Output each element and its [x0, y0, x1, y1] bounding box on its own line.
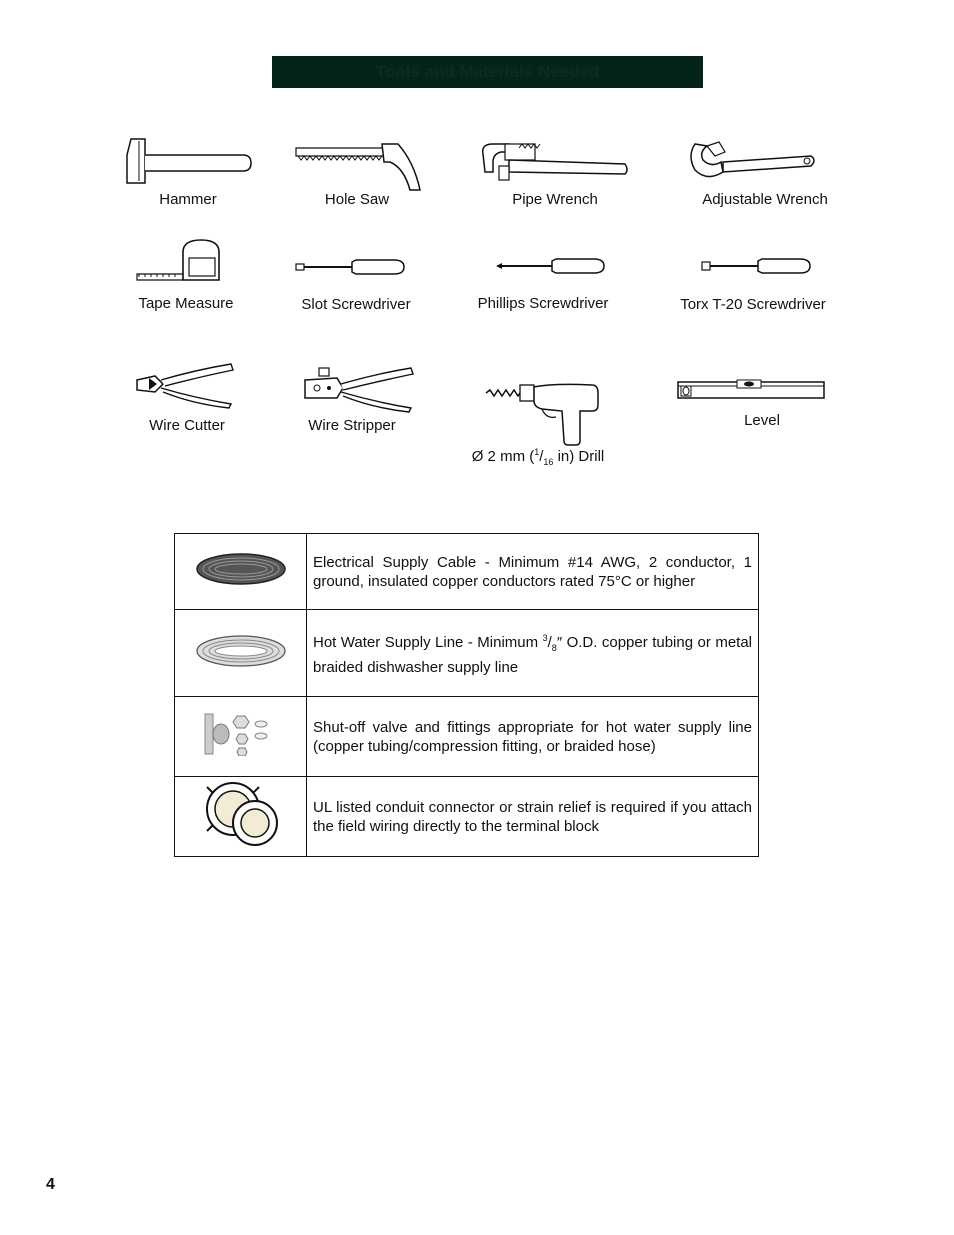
phillips-screwdriver-label: Phillips Screwdriver — [477, 295, 609, 312]
slot-screwdriver-label: Slot Screwdriver — [301, 296, 411, 313]
drill-icon — [484, 381, 602, 447]
hammer-icon — [125, 137, 253, 187]
slot-screwdriver-icon — [294, 256, 406, 278]
section-title-banner — [272, 56, 703, 88]
level-icon — [677, 378, 825, 402]
torx-screwdriver-icon — [700, 255, 812, 277]
table-row — [175, 534, 759, 610]
table-row — [175, 777, 759, 857]
drill-label-suffix: in) Drill — [553, 448, 605, 465]
supply-line-text-b: ″ O.D. copper tubing or metal braided dishwasher supply line — [313, 634, 753, 676]
table-row — [175, 697, 759, 777]
supply-line-fraction-numerator: 3 — [542, 633, 548, 643]
tape-measure-label: Tape Measure — [138, 295, 234, 312]
supply-line-fraction-denominator: 8 — [551, 643, 557, 653]
hole-saw-icon — [294, 142, 422, 194]
wire-cutter-label: Wire Cutter — [149, 417, 225, 434]
page-number: 4 — [46, 1176, 55, 1193]
conduit-connector-icon — [199, 779, 283, 849]
adjustable-wrench-label: Adjustable Wrench — [702, 191, 828, 208]
pipe-wrench-label: Pipe Wrench — [512, 191, 598, 208]
wire-stripper-icon — [303, 366, 415, 414]
drill-label-prefix: Ø 2 mm ( — [471, 448, 535, 465]
valve-fittings-icon — [201, 712, 281, 756]
torx-screwdriver-label: Torx T-20 Screwdriver — [680, 296, 826, 313]
drill-fraction-numerator: 1 — [534, 447, 540, 457]
conduit-image-cell — [175, 777, 307, 857]
cable-image-cell — [175, 534, 307, 610]
table-row — [175, 610, 759, 697]
supply-line-description: Hot Water Supply Line - Minimum $^3/_8''$ O.D. copper tubing or metal braided dishwasher supply line — [307, 610, 759, 697]
wire-cutter-icon — [135, 362, 235, 410]
hole-saw-label: Hole Saw — [324, 191, 390, 208]
adjustable-wrench-icon — [685, 138, 819, 186]
drill-fraction-denominator: 16 — [543, 457, 554, 467]
conduit-description: UL listed conduit connector or strain relief is required if you attach the field wiring directly to the terminal block — [307, 777, 759, 857]
hammer-label: Hammer — [159, 191, 217, 208]
materials-table — [174, 533, 759, 857]
section-title: Tools and Materials Needed — [375, 62, 600, 81]
wire-stripper-label: Wire Stripper — [308, 417, 396, 434]
cable-coil-icon — [195, 552, 287, 586]
copper-tubing-coil-icon — [195, 634, 287, 668]
supply-line-text-a: Hot Water Supply Line - Minimum — [313, 634, 543, 651]
pipe-wrench-icon — [479, 140, 631, 184]
cable-description: Electrical Supply Cable - Minimum #14 AWG, 2 conductor, 1 ground, insulated copper conductors rated 75°C or higher — [307, 534, 759, 610]
phillips-screwdriver-icon — [494, 255, 606, 277]
tape-measure-icon — [135, 238, 225, 284]
valve-description: Shut-off valve and fittings appropriate for hot water supply line (copper tubing/compression fitting, or braided hose) — [307, 697, 759, 777]
drill-label: Ø 2 mm ($^1/_{16}$ in) Drill — [471, 447, 605, 467]
supply-line-image-cell — [175, 610, 307, 697]
level-label: Level — [744, 412, 780, 429]
valve-image-cell — [175, 697, 307, 777]
